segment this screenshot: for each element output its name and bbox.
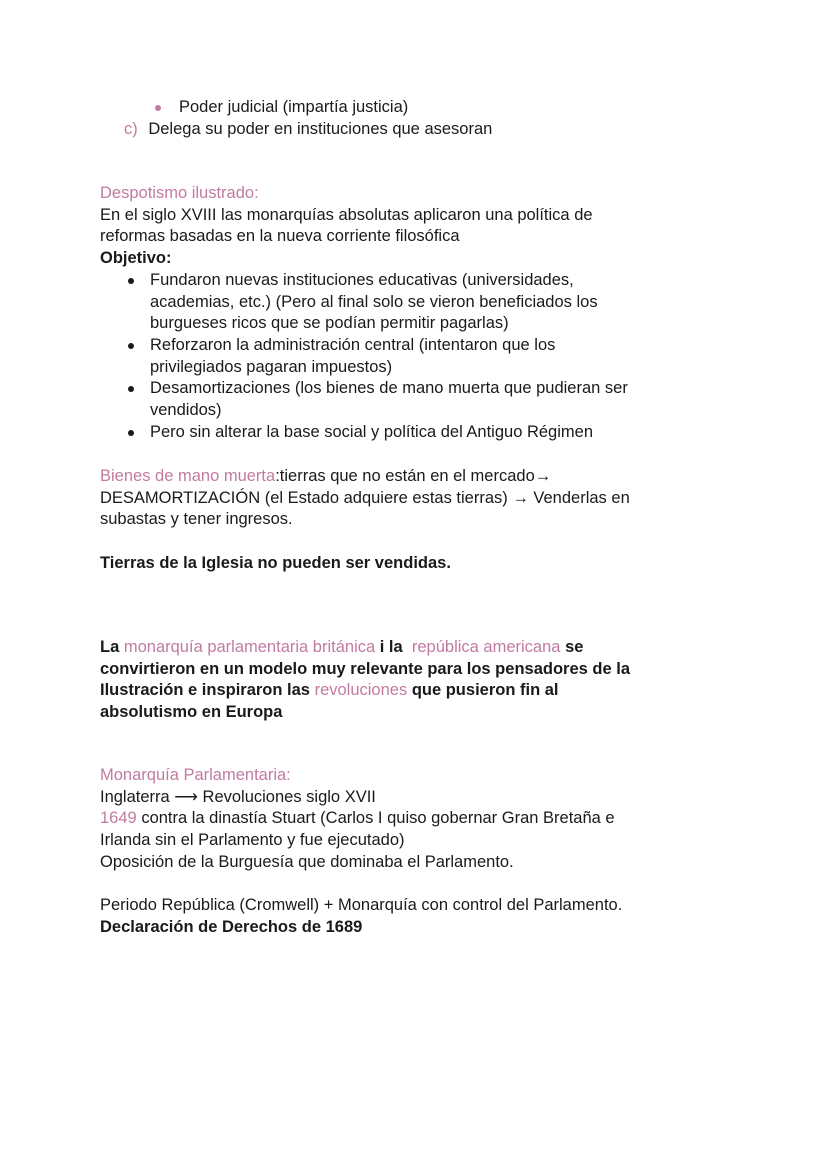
- list-text: Desamortizaciones (los bienes de mano muerta que pudieran ser: [150, 379, 628, 398]
- text: i la: [379, 638, 403, 656]
- term: Bienes de mano muerta: [100, 467, 276, 485]
- section-heading: Despotismo ilustrado:: [100, 184, 259, 202]
- text: Ilustración e inspiraron las: [100, 681, 310, 700]
- bold-note: Declaración de Derechos de 1689: [100, 917, 363, 936]
- list-text: academias, etc.) (Pero al final solo se vieron beneficiados los: [150, 292, 598, 311]
- text-line: En el siglo XVIII las monarquías absolutas aplicaron una política de: [100, 205, 593, 224]
- text: se: [565, 638, 584, 656]
- highlight: revoluciones: [314, 681, 408, 700]
- bullet-icon: [128, 430, 134, 436]
- text: La: [100, 638, 120, 656]
- list-item: [100, 422, 628, 444]
- highlight: república americana: [411, 638, 561, 656]
- bullet-icon: [155, 105, 161, 111]
- year: 1649: [100, 809, 137, 828]
- bullet-icon: [128, 386, 134, 392]
- bold-note: Tierras de la Iglesia no pueden ser vendidas.: [100, 553, 451, 572]
- list-text: Delega su poder en instituciones que asesoran: [148, 120, 493, 138]
- text: que pusieron fin al: [411, 681, 559, 700]
- text-line: reformas basadas en la nueva corriente filosófica: [100, 227, 460, 246]
- objetivo-label: Objetivo:: [100, 249, 172, 268]
- text-line: Inglaterra ⟶ Revoluciones siglo XVII: [100, 787, 376, 806]
- list-text: Fundaron nuevas instituciones educativas (universidades,: [150, 270, 574, 289]
- highlight: monarquía parlamentaria británica: [123, 638, 376, 656]
- modelo-paragraph: [100, 637, 630, 724]
- bullet-icon: [128, 343, 134, 349]
- text-line: Periodo República (Cromwell) + Monarquía con control del Parlamento.: [100, 896, 623, 915]
- list-text: burgueses ricos que se podían permitir pagarlas): [150, 314, 509, 333]
- list-item: [100, 270, 628, 335]
- text: contra la dinastía Stuart (Carlos I quiso gobernar Gran Bretaña e: [141, 809, 615, 828]
- list-text: privilegiados pagaran impuestos): [150, 357, 393, 376]
- list-text: Pero sin alterar la base social y política del Antiguo Régimen: [150, 422, 593, 441]
- list-item: [100, 378, 628, 421]
- text-line: DESAMORTIZACIÓN (el Estado adquiere estas tierras) → Venderlas en: [100, 488, 630, 507]
- list-item: [155, 97, 408, 119]
- bullet-icon: [128, 278, 134, 284]
- list-item: [100, 335, 628, 378]
- text-line: Irlanda sin el Parlamento y fue ejecutado): [100, 831, 405, 850]
- text-line: subastas y tener ingresos.: [100, 510, 293, 529]
- text-line: convirtieron en un modelo muy relevante para los pensadores de la: [100, 659, 630, 678]
- text: :tierras que no están en el mercado→: [275, 467, 552, 485]
- list-text: vendidos): [150, 401, 222, 420]
- section-heading: Monarquía Parlamentaria:: [100, 766, 291, 784]
- bienes-section: [100, 466, 630, 575]
- list-marker: c): [124, 120, 138, 138]
- list-item-c: [124, 119, 492, 141]
- text-line: absolutismo en Europa: [100, 703, 283, 722]
- parlamentaria-section: [100, 765, 622, 939]
- bullet-text: Poder judicial (impartía justicia): [179, 98, 409, 116]
- despotismo-section: [100, 183, 628, 443]
- list-text: Reforzaron la administración central (intentaron que los: [150, 335, 556, 354]
- text-line: Oposición de la Burguesía que dominaba el Parlamento.: [100, 852, 514, 871]
